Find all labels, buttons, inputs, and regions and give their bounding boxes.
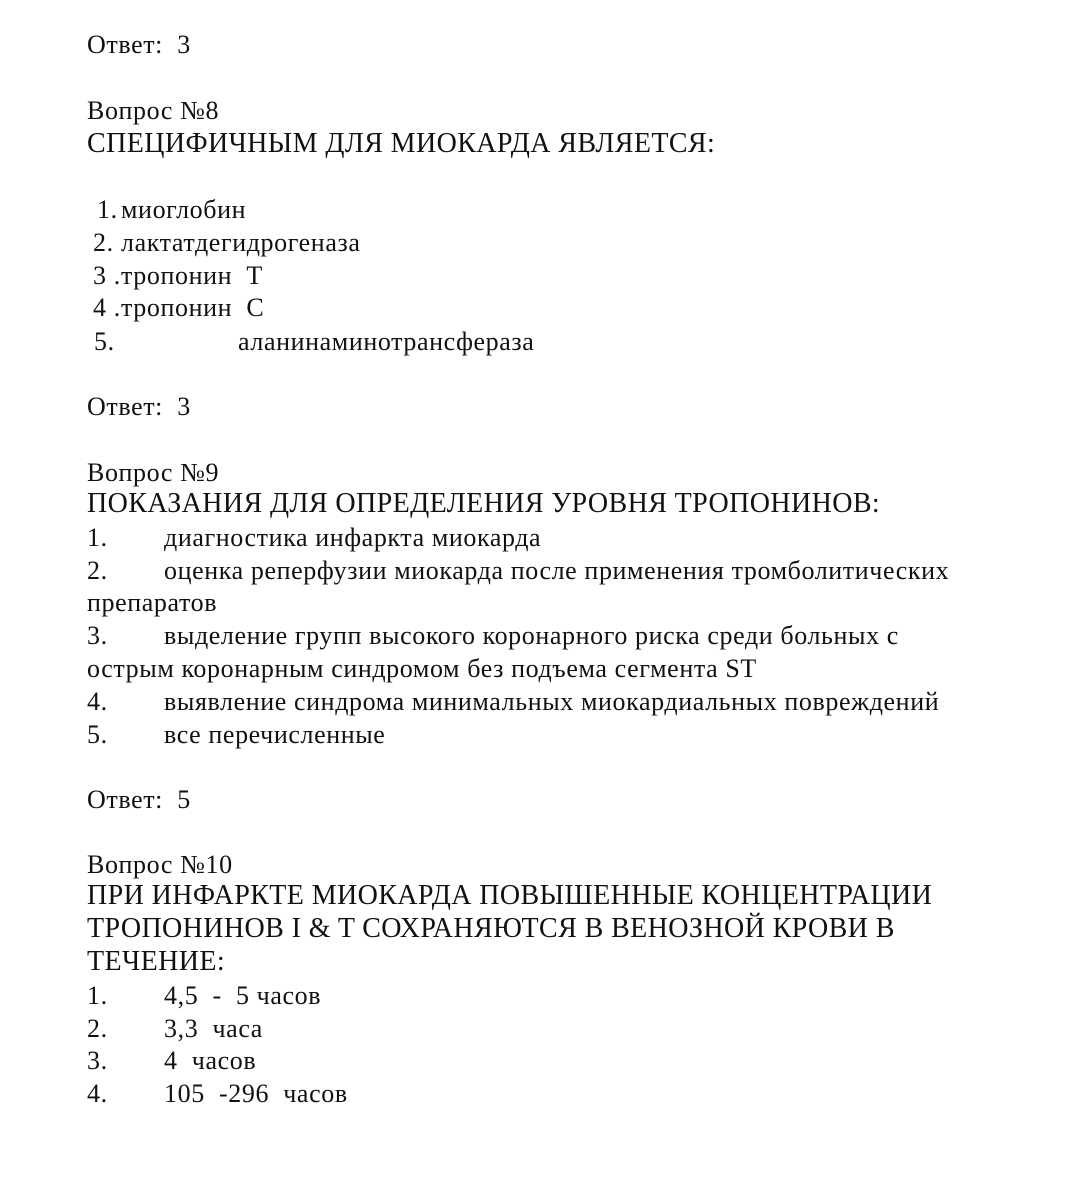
q8-title: СПЕЦИФИЧНЫМ ДЛЯ МИОКАРДА ЯВЛЯЕТСЯ: (87, 128, 716, 159)
q9-option-1-text: диагностика инфаркта миокарда (164, 523, 542, 552)
q10-title-line-1: ПРИ ИНФАРКТЕ МИОКАРДА ПОВЫШЕННЫЕ КОНЦЕНТРАЦИИ (87, 880, 933, 911)
q8-option-4-text: тропонин С (121, 293, 265, 322)
q9-option-1-number: 1. (87, 523, 108, 552)
q9-option-3-number: 3. (87, 621, 108, 650)
q9-heading: Вопрос №9 (87, 458, 220, 487)
q9-option-4-text: выявление синдрома минимальных миокардиальных повреждений (164, 687, 940, 716)
q8-option-5-number: 5. (94, 327, 115, 356)
previous-answer: Ответ: 3 (87, 30, 191, 59)
q8-option-3-number: 3 . (93, 261, 121, 290)
q10-option-4-number: 4. (87, 1079, 108, 1108)
q10-option-2-number: 2. (87, 1014, 108, 1043)
q8-option-5-text: аланинаминотрансфераза (238, 327, 535, 356)
q8-option-2-text: лактатдегидрогеназа (121, 228, 361, 257)
q8-heading: Вопрос №8 (87, 96, 220, 125)
q9-option-2-number: 2. (87, 556, 108, 585)
q10-option-1-number: 1. (87, 981, 108, 1010)
q10-heading: Вопрос №10 (87, 850, 233, 879)
q10-title-line-3: ТЕЧЕНИЕ: (87, 946, 226, 977)
q10-option-1-text: 4,5 - 5 часов (164, 981, 322, 1010)
q10-option-2-text: 3,3 часа (164, 1014, 263, 1043)
q8-option-3-text: тропонин Т (121, 261, 263, 290)
q10-option-3-text: 4 часов (164, 1046, 257, 1075)
q10-title-line-2: ТРОПОНИНОВ I & T СОХРАНЯЮТСЯ В ВЕНОЗНОЙ КРОВИ В (87, 913, 895, 944)
q9-title: ПОКАЗАНИЯ ДЛЯ ОПРЕДЕЛЕНИЯ УРОВНЯ ТРОПОНИНОВ: (87, 488, 881, 519)
q9-option-3-text: выделение групп высокого коронарного риска среди больных с (164, 621, 899, 650)
q8-option-4-number: 4 . (93, 293, 121, 322)
q9-option-5-number: 5. (87, 720, 108, 749)
q9-option-3-continuation: острым коронарным синдромом без подъема сегмента ST (87, 654, 757, 683)
q8-answer: Ответ: 3 (87, 392, 191, 421)
q9-option-2-text: оценка реперфузии миокарда после применения тромболитических (164, 556, 950, 585)
q9-option-4-number: 4. (87, 687, 108, 716)
q10-option-4-text: 105 -296 часов (164, 1079, 348, 1108)
q9-option-5-text: все перечисленные (164, 720, 386, 749)
q8-option-1-text: миоглобин (121, 195, 247, 224)
q8-option-1-number: 1. (97, 195, 118, 224)
q10-option-3-number: 3. (87, 1046, 108, 1075)
q8-option-2-number: 2. (93, 228, 114, 257)
q9-answer: Ответ: 5 (87, 785, 191, 814)
q9-option-2-continuation: препаратов (87, 588, 218, 617)
